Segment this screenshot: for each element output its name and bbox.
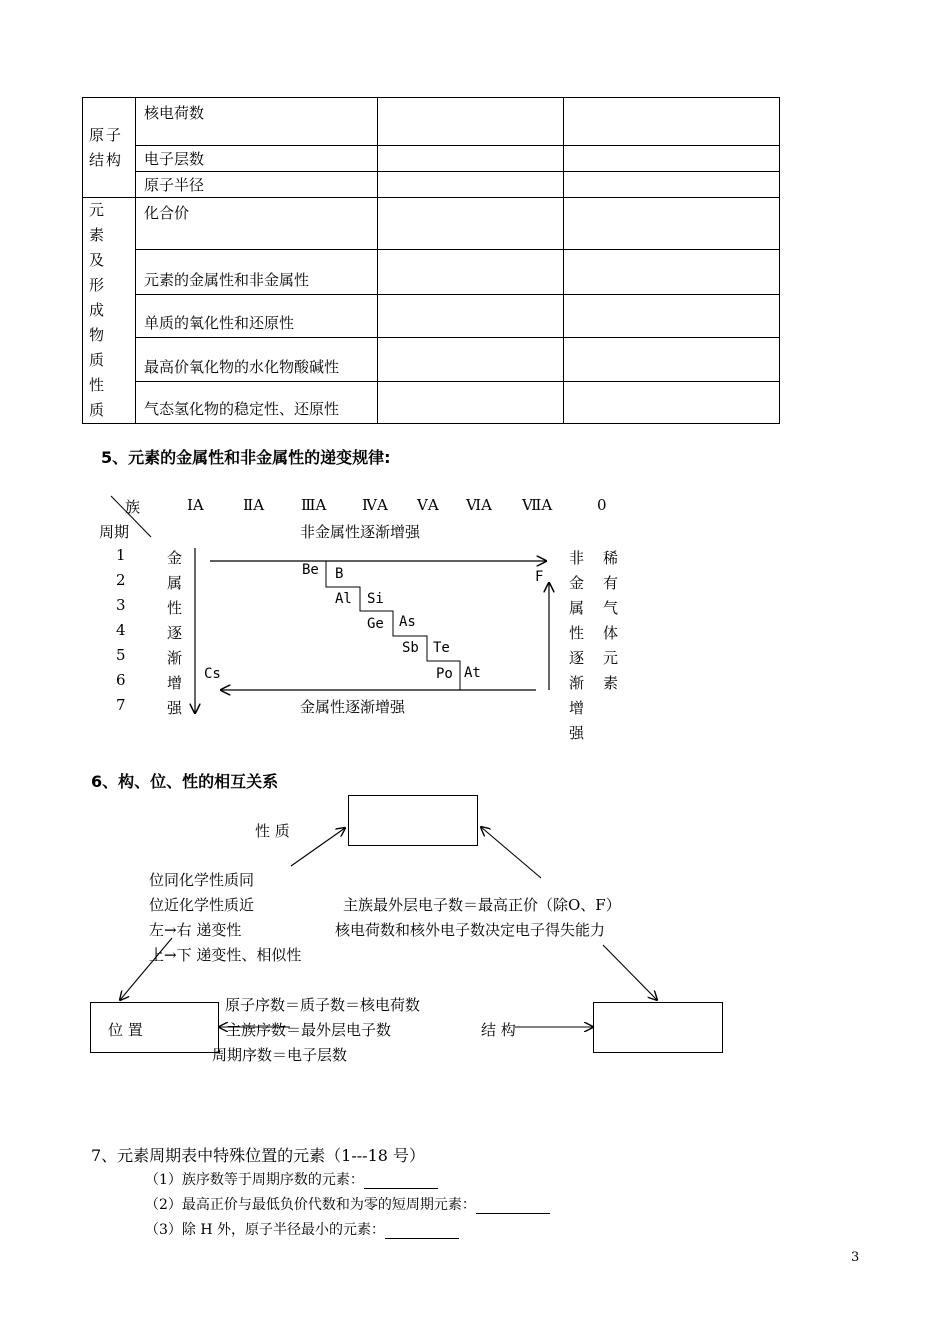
answer-blank[interactable] bbox=[364, 1172, 438, 1189]
element-symbol: Be bbox=[302, 562, 319, 578]
answer-blank[interactable] bbox=[476, 1197, 550, 1214]
section6-title: 6、构、位、性的相互关系 bbox=[91, 772, 279, 791]
right-trend-label: 非金属性逐渐增强 bbox=[569, 549, 585, 742]
group-header: ⅤA bbox=[417, 496, 439, 514]
question-text: （3）除 H 外，原子半径最小的元素： bbox=[145, 1222, 386, 1238]
period-number: 3 bbox=[116, 596, 126, 614]
element-symbol: As bbox=[399, 614, 416, 630]
row-label: 最高价氧化物的水化物酸碱性 bbox=[143, 357, 339, 376]
left-note: 上→下 递变性、相似性 bbox=[149, 946, 302, 964]
left-note: 位同化学性质同 bbox=[149, 871, 255, 889]
center-note: 周期序数＝电子层数 bbox=[212, 1046, 348, 1064]
group-header: ⅠA bbox=[187, 496, 204, 514]
group-header: ⅡA bbox=[243, 496, 265, 514]
arrow-to-property-left bbox=[291, 828, 345, 866]
group-header: ⅢA bbox=[301, 496, 327, 514]
period-number: 5 bbox=[116, 646, 126, 664]
period-number: 6 bbox=[116, 671, 126, 689]
structure-box bbox=[593, 1002, 723, 1053]
question-item bbox=[145, 1194, 550, 1214]
group-header: ⅣA bbox=[362, 496, 388, 514]
row-label: 化合价 bbox=[143, 204, 189, 222]
arrow-to-structure bbox=[603, 945, 657, 1000]
group-label: 原子结构 bbox=[83, 98, 136, 198]
answer-blank[interactable] bbox=[385, 1222, 459, 1239]
element-symbol: Ge bbox=[367, 616, 384, 632]
period-number: 7 bbox=[116, 696, 126, 714]
element-symbol: Te bbox=[433, 640, 450, 656]
element-symbol: Po bbox=[436, 666, 453, 682]
row-label: 气态氢化物的稳定性、还原性 bbox=[143, 400, 339, 418]
row-label: 原子半径 bbox=[143, 176, 204, 194]
row-label: 核电荷数 bbox=[143, 104, 204, 122]
center-note: 主族序数＝最外层电子数 bbox=[226, 1021, 392, 1039]
bottom-trend-label: 金属性逐渐增强 bbox=[300, 698, 406, 716]
question-item bbox=[145, 1219, 459, 1239]
position-label: 位 置 bbox=[108, 1021, 143, 1039]
right-note: 主族最外层电子数＝最高正价（除O、F） bbox=[343, 896, 621, 914]
element-symbol: Si bbox=[367, 591, 384, 607]
left-note: 左→右 递变性 bbox=[149, 921, 242, 939]
group-label: 元素及形成物质性质 bbox=[83, 198, 136, 424]
element-symbol: Al bbox=[335, 591, 352, 607]
section5-title: 5、元素的金属性和非金属性的递变规律: bbox=[101, 448, 391, 467]
element-symbol: At bbox=[464, 665, 481, 681]
group-header: ⅦA bbox=[522, 496, 553, 514]
corner-group-label: 族 bbox=[125, 498, 141, 516]
period-number: 4 bbox=[116, 621, 126, 639]
question-text: （1）族序数等于周期序数的元素： bbox=[145, 1172, 364, 1188]
left-trend-label: 金属性逐渐增强 bbox=[167, 549, 183, 717]
page-number: 3 bbox=[851, 1250, 860, 1265]
question-text: （2）最高正价与最低负价代数和为零的短周期元素： bbox=[145, 1197, 476, 1213]
group-header: 0 bbox=[597, 496, 607, 514]
period-number: 1 bbox=[116, 546, 126, 564]
element-symbol: Cs bbox=[204, 666, 221, 682]
property-label: 性 质 bbox=[255, 822, 290, 840]
arrow-to-property-right bbox=[481, 827, 541, 878]
row-label: 单质的氧化性和还原性 bbox=[143, 313, 294, 332]
left-note: 位近化学性质近 bbox=[149, 896, 255, 914]
center-note: 原子序数＝质子数＝核电荷数 bbox=[225, 996, 421, 1014]
element-symbol: Sb bbox=[402, 640, 419, 656]
element-symbol: B bbox=[335, 566, 344, 582]
right-note: 核电荷数和核外电子数决定电子得失能力 bbox=[335, 921, 606, 939]
noble-gas-label: 稀有气体元素 bbox=[603, 549, 619, 692]
row-label: 元素的金属性和非金属性 bbox=[143, 270, 309, 289]
section7-title: 7、元素周期表中特殊位置的元素（1---18 号） bbox=[91, 1146, 426, 1165]
period-number: 2 bbox=[116, 571, 126, 589]
corner-period-label: 周期 bbox=[99, 523, 130, 541]
element-symbol: F bbox=[535, 569, 544, 585]
structure-label: 结 构 bbox=[481, 1021, 516, 1039]
top-trend-label: 非金属性逐渐增强 bbox=[300, 523, 421, 541]
row-label: 电子层数 bbox=[143, 150, 204, 168]
question-item bbox=[145, 1169, 438, 1189]
group-header: ⅥA bbox=[466, 496, 492, 514]
property-box bbox=[348, 795, 478, 846]
